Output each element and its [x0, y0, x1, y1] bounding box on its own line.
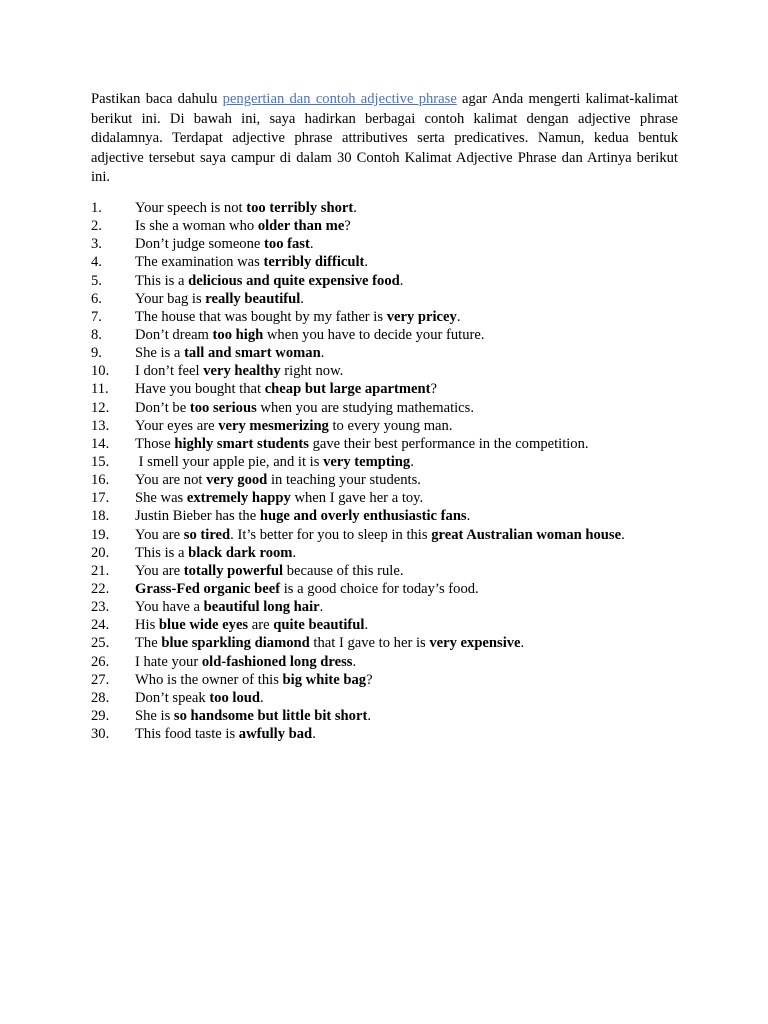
adjective-phrase-bold: tall and smart woman	[184, 345, 321, 362]
list-item-number: 18.	[91, 508, 110, 525]
adjective-phrase-bold: quite beautiful	[273, 617, 365, 634]
list-item-sentence	[135, 580, 479, 598]
list-item-sentence	[135, 344, 324, 362]
sentence-text: She is	[135, 707, 174, 724]
list-item-sentence	[135, 272, 403, 290]
sentence-text: because of this rule.	[283, 562, 404, 579]
sentence-text: The	[135, 635, 162, 652]
intro-text-after-link: agar Anda mengerti kalimat-kalimat berikut ini. Di bawah ini, saya hadirkan berbagai contoh kalimat dengan adjective phrase didalamnya. Terdapat adjective phrase attributives serta predicatives. Namun, kedua bentuk adjective tersebut saya campur di dalam 30 Contoh Kalimat Adjective Phrase dan Artinya berikut ini.	[91, 91, 678, 185]
sentence-text: right now.	[280, 363, 344, 380]
list-item	[91, 580, 691, 598]
adjective-phrase-bold: very tempting	[323, 453, 411, 470]
list-item-sentence	[135, 526, 625, 544]
adjective-phrase-bold: blue sparkling diamond	[161, 635, 310, 652]
list-item-sentence	[135, 689, 264, 707]
sentence-text: I smell your apple pie, and it is	[135, 453, 324, 470]
list-item	[91, 598, 691, 616]
sentence-text: when I gave her a toy.	[290, 490, 424, 507]
list-item-sentence	[135, 598, 323, 616]
list-item-sentence	[135, 362, 343, 380]
adjective-phrase-bold: old-fashioned long dress	[201, 653, 353, 670]
list-item-sentence	[135, 326, 485, 344]
sentence-text: .	[621, 526, 625, 543]
sentence-text: She is a	[135, 345, 185, 362]
list-item	[91, 671, 691, 689]
sentence-text: .	[520, 635, 525, 652]
sentence-text: Have you bought that	[135, 381, 265, 398]
sentence-text: in teaching your students.	[267, 472, 421, 489]
list-item-number: 19.	[91, 526, 110, 543]
list-item	[91, 326, 691, 344]
list-item-number: 28.	[91, 689, 110, 706]
list-item	[91, 417, 691, 435]
adjective-phrase-bold: blue wide eyes	[158, 617, 249, 634]
list-item-number: 2.	[91, 218, 102, 235]
list-item-number: 6.	[91, 290, 102, 307]
adjective-phrase-bold: extremely happy	[186, 490, 291, 507]
list-item-sentence	[135, 235, 314, 253]
list-item	[91, 344, 691, 362]
sentence-text: You are	[135, 562, 184, 579]
list-item-number: 9.	[91, 345, 102, 362]
adjective-phrase-bold: delicious and quite expensive food	[188, 272, 400, 289]
list-item	[91, 380, 691, 398]
sentence-text: that I gave to her is	[309, 635, 430, 652]
adjective-phrase-bold: older than me	[257, 218, 345, 235]
adjective-phrase-bold: too high	[212, 326, 264, 343]
list-item-number: 21.	[91, 562, 110, 579]
list-item-sentence	[135, 217, 351, 235]
list-item	[91, 453, 691, 471]
adjective-phrase-bold: very mesmerizing	[218, 417, 329, 434]
list-item	[91, 489, 691, 507]
adjective-phrase-bold: too terribly short	[246, 200, 354, 216]
list-item-number: 12.	[91, 399, 110, 416]
list-item-sentence	[135, 417, 452, 435]
adjective-phrase-bold: too fast	[264, 236, 310, 253]
list-item-number: 20.	[91, 544, 110, 561]
list-item-sentence	[135, 380, 437, 398]
adjective-phrase-bold: so handsome but little bit short	[173, 707, 368, 724]
sentence-text: .	[364, 617, 369, 634]
adjective-phrase-bold: huge and overly enthusiastic fans	[259, 508, 467, 525]
list-item-number: 14.	[91, 435, 110, 452]
list-item	[91, 616, 691, 634]
sentence-text: .	[260, 689, 264, 706]
list-item-sentence	[135, 253, 368, 271]
sentence-text: .	[353, 200, 357, 216]
list-item	[91, 634, 691, 652]
sentence-text: Your speech is not	[135, 200, 247, 216]
sentence-text: .	[456, 308, 461, 325]
sentence-text: Your eyes are	[135, 417, 219, 434]
list-item-number: 15.	[91, 453, 110, 470]
list-item-number: 5.	[91, 272, 102, 289]
sentence-text: I don’t feel	[135, 363, 204, 380]
sentence-text: This is a	[135, 544, 189, 561]
list-item-number: 29.	[91, 707, 110, 724]
sentence-text: .	[320, 345, 325, 362]
list-item	[91, 471, 691, 489]
list-item	[91, 544, 691, 562]
list-item-number: 27.	[91, 671, 110, 688]
list-item	[91, 217, 691, 235]
list-item-sentence	[135, 671, 373, 689]
adjective-phrase-link[interactable]: pengertian dan contoh adjective phrase	[222, 91, 457, 107]
sentence-text: This is a	[135, 272, 189, 289]
sentence-text: .	[367, 707, 371, 724]
sentence-text: His	[135, 617, 159, 634]
adjective-phrase-bold: great Australian woman house	[431, 526, 622, 543]
sentence-text: You are	[135, 526, 184, 543]
adjective-phrase-bold: big white bag	[282, 671, 367, 688]
adjective-phrase-bold: cheap but large apartment	[264, 381, 431, 398]
sentence-text: .	[309, 236, 314, 253]
list-item	[91, 435, 691, 453]
adjective-phrase-bold: really beautiful	[205, 290, 301, 307]
example-sentence-list	[91, 199, 691, 743]
sentence-text: .	[410, 453, 414, 470]
list-item-sentence	[135, 544, 296, 562]
sentence-text: Don’t dream	[135, 326, 213, 343]
sentence-text: when you are studying mathematics.	[256, 399, 474, 416]
list-item-number: 30.	[91, 726, 110, 743]
sentence-text: Who is the owner of this	[135, 671, 283, 688]
list-item	[91, 199, 691, 217]
sentence-text: when you have to decide your future.	[263, 326, 485, 343]
sentence-text: .	[312, 726, 316, 743]
sentence-text: The house that was bought by my father is	[135, 308, 387, 325]
list-item-number: 23.	[91, 599, 110, 616]
list-item	[91, 272, 691, 290]
sentence-text: .	[300, 290, 304, 307]
list-item-number: 8.	[91, 326, 102, 343]
sentence-text: to every young man.	[328, 417, 453, 434]
sentence-text: .	[399, 272, 404, 289]
list-item	[91, 235, 691, 253]
list-item-number: 17.	[91, 490, 110, 507]
adjective-phrase-bold: highly smart students	[174, 435, 309, 452]
list-item-sentence	[135, 562, 403, 580]
list-item	[91, 399, 691, 417]
list-item	[91, 526, 691, 544]
list-item	[91, 253, 691, 271]
list-item-sentence	[135, 399, 474, 417]
list-item-number: 7.	[91, 308, 102, 325]
adjective-phrase-bold: totally powerful	[183, 562, 284, 579]
list-item	[91, 362, 691, 380]
sentence-text: I hate your	[135, 653, 202, 670]
adjective-phrase-bold: very pricey	[386, 308, 457, 325]
list-item	[91, 689, 691, 707]
list-item-sentence	[135, 616, 368, 634]
list-item-sentence	[135, 634, 524, 652]
list-item-number: 10.	[91, 363, 110, 380]
sentence-text: are	[248, 617, 274, 634]
list-item	[91, 507, 691, 525]
sentence-text: Don’t speak	[135, 689, 210, 706]
list-item	[91, 308, 691, 326]
sentence-text: This food taste is	[135, 726, 239, 743]
adjective-phrase-bold: awfully bad	[238, 726, 313, 743]
sentence-text: .	[364, 254, 369, 271]
sentence-text: Those	[135, 435, 175, 452]
list-item	[91, 707, 691, 725]
adjective-phrase-bold: terribly difficult	[263, 254, 365, 271]
list-item-number: 3.	[91, 236, 102, 253]
sentence-text: .	[319, 599, 324, 616]
sentence-text: Don’t be	[135, 399, 190, 416]
sentence-text: The examination was	[135, 254, 264, 271]
sentence-text: You have a	[135, 599, 204, 616]
adjective-phrase-bold: very good	[206, 472, 268, 489]
list-item-number: 11.	[91, 381, 109, 398]
sentence-text: gave their best performance in the competition.	[308, 435, 589, 452]
sentence-text: Is she a woman who	[135, 218, 258, 235]
list-item-sentence	[135, 453, 414, 471]
list-item	[91, 653, 691, 671]
adjective-phrase-bold: very healthy	[203, 363, 281, 380]
sentence-text: is a good choice for today’s food.	[280, 580, 479, 597]
list-item	[91, 562, 691, 580]
list-item-number: 13.	[91, 417, 110, 434]
sentence-text: ?	[366, 671, 373, 688]
adjective-phrase-bold: beautiful long hair	[203, 599, 320, 616]
adjective-phrase-bold: black dark room	[188, 544, 293, 561]
list-item-sentence	[135, 308, 460, 326]
list-item-sentence	[135, 199, 357, 217]
list-item-number: 26.	[91, 653, 110, 670]
intro-paragraph	[91, 90, 678, 188]
sentence-text: Justin Bieber has the	[135, 508, 260, 525]
sentence-text: ?	[430, 381, 437, 398]
list-item-number: 24.	[91, 617, 110, 634]
list-item-sentence	[135, 507, 470, 525]
sentence-text: Don’t judge someone	[135, 236, 265, 253]
list-item-number: 4.	[91, 254, 102, 271]
list-item-sentence	[135, 725, 316, 743]
list-item-number: 22.	[91, 580, 110, 597]
list-item-number: 25.	[91, 635, 110, 652]
adjective-phrase-bold: Grass-Fed organic beef	[135, 580, 281, 597]
adjective-phrase-bold: too serious	[189, 399, 257, 416]
sentence-text: ?	[344, 218, 351, 235]
list-item-sentence	[135, 435, 589, 453]
list-item-sentence	[135, 653, 356, 671]
list-item-sentence	[135, 471, 421, 489]
sentence-text: .	[352, 653, 357, 670]
sentence-text: You are not	[135, 472, 207, 489]
list-item-sentence	[135, 489, 423, 507]
sentence-text: Your bag is	[135, 290, 206, 307]
adjective-phrase-bold: too loud	[209, 689, 260, 706]
sentence-text: .	[466, 508, 471, 525]
adjective-phrase-bold: very expensive	[429, 635, 521, 652]
intro-text-before-link: Pastikan baca dahulu	[91, 91, 223, 107]
list-item-number: 16.	[91, 472, 110, 489]
list-item	[91, 725, 691, 743]
sentence-text: . It’s better for you to sleep in this	[230, 526, 432, 543]
list-item	[91, 290, 691, 308]
sentence-text: She was	[135, 490, 187, 507]
adjective-phrase-bold: so tired	[183, 526, 231, 543]
sentence-text: .	[292, 544, 297, 561]
list-item-sentence	[135, 290, 304, 308]
list-item-sentence	[135, 707, 371, 725]
list-item-number: 1.	[91, 200, 102, 216]
